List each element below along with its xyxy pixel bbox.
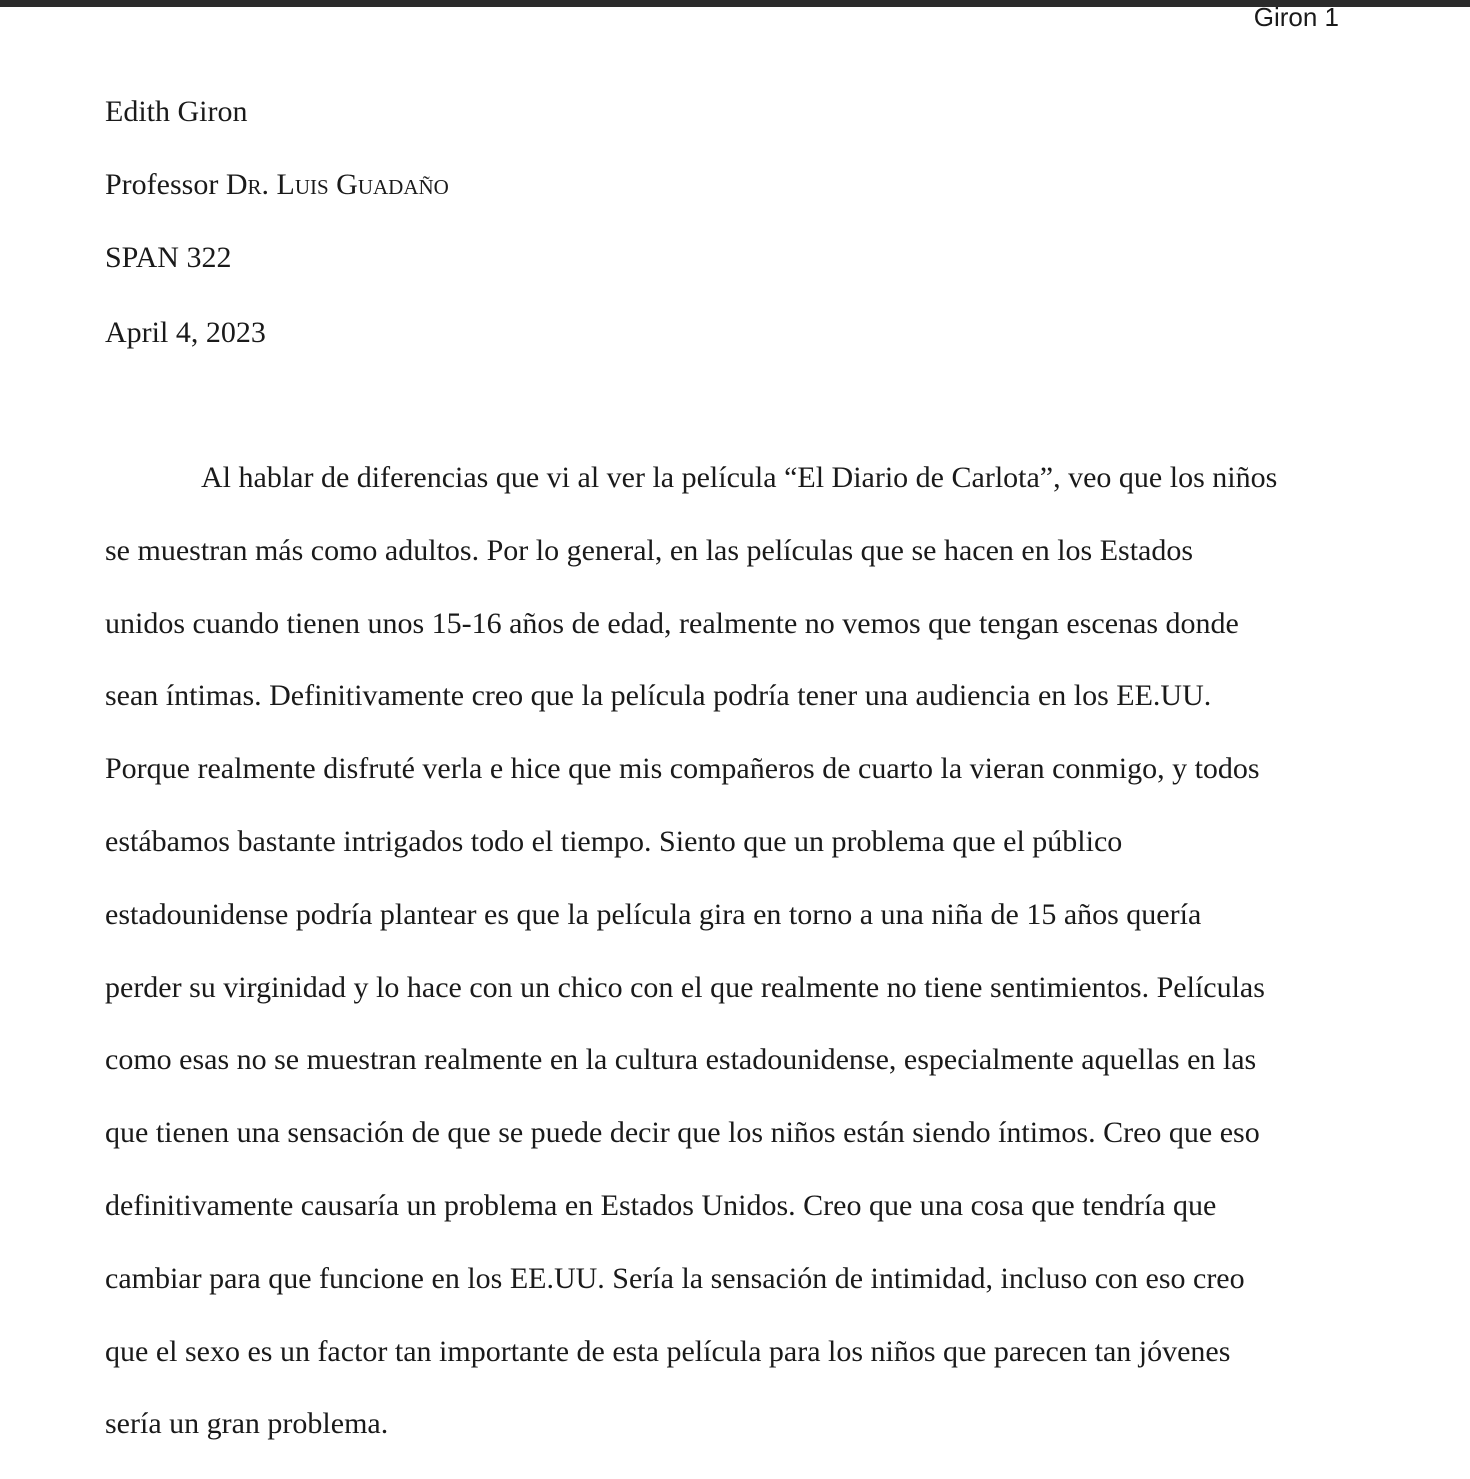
professor-name: Dr. Luis Guadaño: [225, 168, 449, 201]
page-top-border: [0, 0, 1470, 7]
essay-body: [105, 460, 1341, 1479]
page-header-running-head: Giron 1: [1253, 2, 1339, 32]
body-line: sería un gran problema.: [105, 1407, 389, 1441]
body-line: estábamos bastante intrigados todo el tiempo. Siento que un problema que el público: [105, 824, 1123, 858]
author-name: Edith Giron: [105, 95, 248, 128]
body-line: estadounidense podría plantear es que la película gira en torno a una niña de 15 años quería: [105, 897, 1202, 931]
body-line: unidos cuando tienen unos 15-16 años de edad, realmente no vemos que tengan escenas donde: [105, 606, 1239, 640]
professor-prefix: Professor: [105, 168, 226, 201]
body-line: que el sexo es un factor tan importante de esta película para los niños que parecen tan jóvenes: [105, 1334, 1231, 1368]
body-line: Al hablar de diferencias que vi al ver la película “El Diario de Carlota”, veo que los niños: [201, 461, 1278, 494]
body-line: que tienen una sensación de que se puede decir que los niños están siendo íntimos. Creo que eso: [105, 1116, 1260, 1150]
body-line: cambiar para que funcione en los EE.UU. Sería la sensación de intimidad, incluso con eso creo: [105, 1261, 1245, 1295]
professor-line: [105, 167, 449, 203]
body-line: perder su virginidad y lo hace con un chico con el que realmente no tiene sentimientos. Películas: [105, 970, 1265, 1004]
body-line: como esas no se muestran realmente en la cultura estadounidense, especialmente aquellas en las: [105, 1043, 1257, 1077]
body-line: sean íntimas. Definitivamente creo que la película podría tener una audiencia en los EE.UU.: [105, 679, 1212, 713]
body-line: se muestran más como adultos. Por lo general, en las películas que se hacen en los Estados: [105, 533, 1194, 567]
body-line: definitivamente causaría un problema en Estados Unidos. Creo que una cosa que tendría que: [105, 1188, 1217, 1222]
course-code: SPAN 322: [105, 241, 232, 274]
essay-date: April 4, 2023: [105, 316, 266, 349]
body-line: Porque realmente disfruté verla e hice que mis compañeros de cuarto la vieran conmigo, y todos: [105, 752, 1260, 786]
